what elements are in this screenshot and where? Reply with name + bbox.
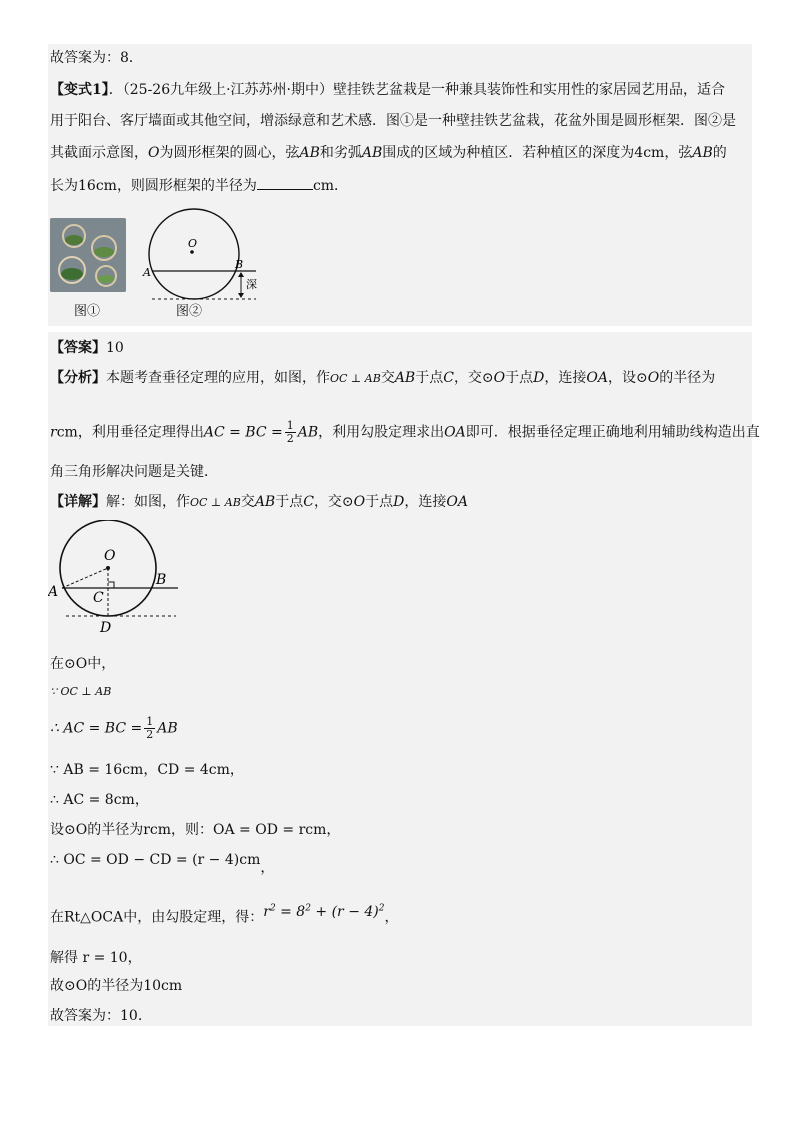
step-11: 故答案为：10. [50, 1008, 143, 1024]
variant-line-4: 长为16cm，则圆形框架的半径为 cm． [50, 175, 348, 196]
step-2: ∵ OC ⊥ AB [50, 685, 112, 698]
analysis-line-3: 角三角形解决问题是关键． [50, 464, 218, 480]
analysis-line-1: 【分析】本题考查垂径定理的应用，如图，作OC ⊥ AB交AB于点C，交⊙O于点D，连接OA，设⊙O的半径为 [50, 370, 716, 386]
variant-line-2: 用于阳台、客厅墙面或其他空间，增添绿意和艺术感．图①是一种壁挂铁艺盆栽，花盆外围是圆形框架．图②是 [50, 113, 736, 129]
figure3-diagram [48, 520, 188, 636]
answer-blank [257, 175, 313, 190]
variant-tag: 【变式1】 [50, 82, 109, 98]
step-4: ∵ AB = 16cm，CD = 4cm， [50, 762, 244, 778]
figure2-caption: 图② [176, 304, 203, 319]
analysis-line-2: rcm，利用垂径定理得出AC = BC = $\frac{1}{2}$ AB，利用勾股定理求出OA即可．根据垂径定理正确地利用辅助线构造出直 [50, 419, 760, 445]
figure1-caption: 图① [74, 304, 101, 319]
step-10: 故⊙O的半径为10cm [50, 978, 183, 994]
previous-answer: 故答案为：8． [50, 50, 143, 66]
variant-line-1: 【变式1】．（25-26九年级上·江苏苏州·期中）壁挂铁艺盆栽是一种兼具装饰性和实用性的家居园艺用品，适合 [50, 82, 726, 98]
step-3: ∴ AC = BC = $\frac{1}{2}$ AB [50, 715, 178, 741]
fig2-label-b: B [235, 258, 244, 271]
variant-line-3: 其截面示意图，O为圆形框架的圆心，弦AB和劣弧AB围成的区域为种植区．若种植区的深度为4cm，弦AB的 [50, 145, 727, 161]
fig2-label-depth: 深 [246, 278, 257, 291]
fig3-label-a: A [48, 584, 59, 600]
step-7: ∴ OC = OD − CD = (r − 4)cm， [50, 852, 275, 876]
fig3-label-c: C [93, 590, 104, 606]
fig3-label-b: B [156, 572, 167, 588]
step-8: 在Rt△OCA中，由勾股定理，得：$r^2 = 8^2 + (r - 4)^2$， [50, 903, 399, 926]
step-1: 在⊙O中， [50, 656, 116, 672]
figure2-diagram [138, 208, 268, 300]
fig3-label-d: D [100, 620, 112, 636]
fig3-label-o: O [104, 548, 116, 564]
fig2-label-a: A [143, 266, 151, 279]
step-6: 设⊙O的半径为rcm，则：OA = OD = rcm， [50, 822, 341, 838]
step-9: 解得 r = 10， [50, 950, 142, 966]
step-5: ∴ AC = 8cm， [50, 792, 149, 808]
answer-line: 【答案】10 [50, 340, 124, 356]
detail-line-1: 【详解】解：如图，作OC ⊥ AB交AB于点C，交⊙O于点D，连接OA [50, 494, 468, 510]
fig2-label-o: O [188, 237, 198, 250]
wall-planter-photo [50, 218, 126, 292]
